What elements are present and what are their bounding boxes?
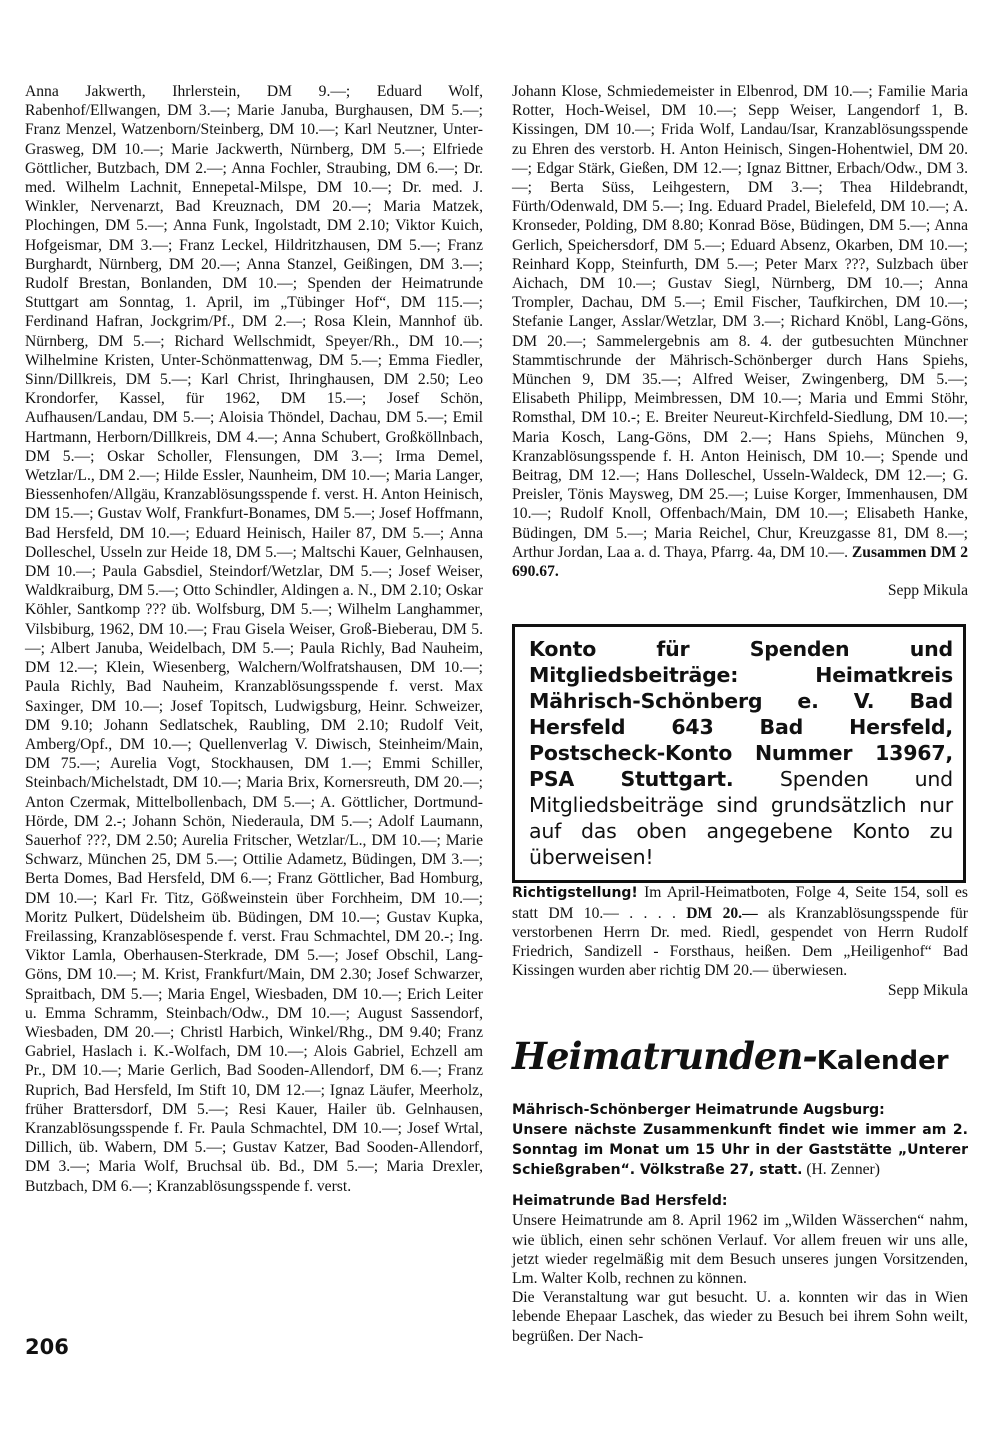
donation-list-right-text: Johann Klose, Schmiedemeister in Elbenrod, DM 10.—; Familie Maria Rotter, Hoch-Weisel, DM 10.—; Sepp Weiser, Langendorf 1, B. Kissingen, DM 10.—; Frida Wolf, Landau/Isar, Kranzablösungsspende zu Ehren des verstorb. H. Anton Heinisch, Singen-Hohentwiel, DM 20.—; Edgar Stärk, Gießen, DM 12.—; Ignaz Bittner, Erbach/Odw., DM 3.—; Berta Süss, Leihgestern, DM 3.—; Thea Hildebrandt, Fürth/Odenwald, DM 5.—; Ing. Eduard Pradel, Bielefeld, DM 10.—; A. Kronseder, Polding, DM 8.80; Konrad Böse, Büdingen, DM 5.—; Anna Gerlich, Speichersdorf, DM 5.—; Eduard Absenz, Okarben, DM 10.—; Reinhard Kopp, Steinfurth, DM 5.—; Peter Marx ???, Sulzbach über Aichach, DM 10.—; Gustav Siegl, Nürnberg, DM 10.—; Anna Trompler, Dachau, DM 5.—; Emil Fischer, Taufkirchen, DM 10.—; Stefanie Langer, Asslar/Wetzlar, DM 3.—; Richard Knöbl, Lang-Göns, DM 20.—; Sammelergebnis am 8. 4. der gutbesuchten Münchner Stammtischrunde der Mährisch-Schönberger durch Hans Spiehs, München 9, DM 35.—; Alfred Weiser, Zwingenberg, DM 5.—; Elisabeth Philipp, Meimbressen, DM 10.—; Maria und Emmi Stöhr, Romsthal, DM 10.-; E. Breiter Neureut-Kirchfeld-Siedlung, DM 10.—; Maria Kosch, Lang-Göns, DM 2.—; Hans Spiehs, München 9, Kranzablösungsspende f. H. Anton Heinisch, DM 10.—; Spende und Beitrag, DM 12.—; Hans Dolleschel, Usseln-Waldeck, DM 12.—; G. Preisler, Tönis Maysweg, DM 25.—; Luise Korger, Immenhausen, DM 10.—; Rudolf Knoll, Offenbach/Main, DM 10.—; Elisabeth Hanke, Büdingen, DM 5.—; Maria Reichel, Chur, Kreuzgasse 81, DM 8.—; Arthur Jordan, Laa a. d. Thaya, Pfarrg. 4a, DM 10.—. — [512, 83, 968, 561]
hersfeld-paragraph-1: Unsere Heimatrunde am 8. April 1962 im „Wilden Wässerchen“ nahm, wie üblich, einen sehr schönen Verlauf. Vor allem freuen wir uns alle, jetzt wieder regelmäßig mit dem Besuch unseres jungen Vorsitzenden, Lm. Walter Kolb, rechnen zu können. — [512, 1212, 968, 1287]
correction-text-2: als Kranzablösungsspende für verstorbenen Herrn Dr. med. Riedl, gespendet von Herrn Rudolf Friedrich, Sandizell - Forsthaus, heißen. Dem „Heiligenhof“ Bad Kissingen wurden aber richtig DM 20.— überwiesen. — [512, 904, 969, 980]
hersfeld-paragraph-2: Die Veranstaltung war gut besucht. U. a. konnten wir das in Wien lebende Ehepaar Laschek, das wieder zu Besuch bei ihrem Sohn weilt, begrüßen. Der Nach- — [512, 1289, 968, 1345]
left-column — [25, 82, 483, 1196]
page-number: 206 — [25, 1335, 69, 1359]
calendar-heading — [512, 1034, 968, 1083]
calendar-heading-main: Heimatrunden- — [512, 1033, 817, 1078]
donation-list-left: Anna Jakwerth, Ihrlerstein, DM 9.—; Eduard Wolf, Rabenhof/Ellwangen, DM 3.—; Marie Januba, Burghausen, DM 5.—; Franz Menzel, Watzenborn/Steinberg, DM 10.—; Karl Neutzner, Unter-Grasweg, DM 10.—; Marie Jackwerth, Nürnberg, DM 5.—; Elfriede Göttlicher, Butzbach, DM 2.—; Anna Fochler, Straubing, DM 6.—; Dr. med. Wilhelm Lachnit, Ennepetal-Milspe, DM 10.—; Dr. med. J. Winkler, Nervenarzt, Bad Kreuznach, DM 20.—; Maria Matzek, Plochingen, DM 5.—; Anna Funk, Ingolstadt, DM 2.10; Viktor Kuich, Hofgeismar, DM 3.—; Franz Leckel, Hildritzhausen, DM 5.—; Franz Burghardt, Nürnberg, DM 20.—; Anna Stanzel, Geißingen, DM 3.—; Rudolf Brestan, Bonlanden, DM 10.—; Spenden der Heimatrunde Stuttgart am Sonntag, 1. April, im „Tübinger Hof“, DM 115.—; Ferdinand Hafran, Jockgrim/Pf., DM 2.—; Rosa Klein, Mannhof üb. Nürnberg, DM 5.—; Richard Wellschmidt, Speyer/Rh., DM 10.—; Wilhelmine Kristen, Unter-Schönmattenwag, DM 5.—; Emma Fiedler, Sinn/Dillkreis, DM 5.—; Karl Christ, Ihringhausen, DM 2.50; Leo Krondorfer, Kassel, für 1962, DM 15.—; Josef Schön, Aufhausen/Landau, DM 5.—; Aloisia Thöndel, Dachau, DM 5.—; Emil Hartmann, Herborn/Dillkreis, DM 4.—; Anna Schubert, Großköllnbach, DM 5.—; Oskar Scholler, Flensungen, DM 3.—; Irma Demel, Wetzlar/L., DM 2.—; Hilde Essler, Naunheim, DM 10.—; Maria Langer, Biessenhofen/Allgäu, Kranzablösungsspende f. verst. H. Anton Heinisch, DM 15.—; Gustav Wolf, Frankfurt-Bonames, DM 5.—; Josef Hoffmann, Bad Hersfeld, DM 10.—; Eduard Heinisch, Hailer 87, DM 5.—; Anna Dolleschel, Usseln zur Heide 18, DM 5.—; Maltschi Kauer, Gelnhausen, DM 10.—; Paula Gabsdiel, Steindorf/Wetzlar, DM 5.—; Josef Weiser, Waldkraiburg, DM 5.—; Otto Schindler, Aldingen a. N., DM 2.10; Oskar Köhler, Santkomp ??? üb. Wolfsburg, DM 5.—; Wilhelm Langhammer, Vilsbiburg, 1962, DM 10.—; Frau Gisela Weiser, Groß-Bieberau, DM 5.—; Albert Januba, Weidelbach, DM 5.—; Paula Richly, Bad Nauheim, DM 12.—; Klein, Wiesenberg, Walchern/Wolfratshausen, DM 10.—; Paula Richly, Bad Nauheim, Kranzablösungsspende f. verst. Max Saxinger, DM 10.—; Josef Topitsch, Ludwigsburg, Heinr. Schweizer, DM 9.10; Johann Sedlatschek, Raubling, DM 2.10; Rudolf Veit, Amberg/Opf., DM 10.—; Quellenverlag V. Diwisch, Steinheim/Main, DM 75.—; Aurelia Vogt, Stockhausen, DM 1.—; Emmi Schiller, Steinbach/Michelstadt, DM 10.—; Maria Brix, Kornersreuth, DM 20.—; Anton Czermak, Mittelbollenbach, DM 5.—; A. Göttlicher, Dortmund-Hörde, DM 2.-; Johann Schön, Niederaula, DM 5.—; Adolf Laumann, Sauerhof ???, DM 2.50; Aurelia Fritscher, Wetzlar/L., DM 10.—; Marie Schwarz, München 25, DM 5.—; Ottilie Adametz, Büdingen, DM 3.—; Berta Domes, Bad Hersfeld, DM 6.—; Franz Göttlicher, Bad Homburg, DM 10.—; Karl Fr. Titz, Gößweinstein über Forchheim, DM 10.—; Moritz Pulkert, Düdelsheim üb. Büdingen, DM 10.—; Gustav Kupka, Freilassing, Kranzablösespende f. verst. Frau Schmachtel, DM 20.-; Ing. Viktor Lamla, Oberhausen-Sterkrade, DM 5.—; Josef Obschil, Lang-Göns, DM 10.—; M. Krist, Frankfurt/Main, DM 2.30; Josef Schwarzer, Spraitbach, DM 5.—; Maria Engel, Wiesbaden, DM 10.—; Erich Leiter u. Emma Schramm, Steinbach/Odw., DM 10.—; August Sassendorf, Wiesbaden, DM 20.—; Christl Harbich, Winkel/Rhg., DM 9.40; Franz Gabriel, Haslach i. K.-Wolfach, DM 10.—; Alois Gabriel, Echzell am Pr., DM 10.—; Marie Gerlich, Bad Sooden-Allendorf, DM 6.—; Franz Ruprich, Bad Hersfeld, Im Stift 10, DM 12.—; Ignaz Läufer, Meerholz, früher Brattersdorf, DM 5.—; Resi Kauer, Hailer üb. Gelnhausen, Kranzablösungsspende f. Fr. Paula Schmachtel, DM 10.—; Josef Wrtal, Dillich, üb. Wabern, DM 5.—; Gustav Katzer, Bad Sooden-Allendorf, DM 3.—; Maria Wolf, Bruchsal üb. Bd., DM 5.—; Maria Drexler, Butzbach, DM 6.—; Kranzablösungsspende f. verst. — [25, 83, 483, 1195]
bank-account-details: Konto für Spenden und Mitgliedsbeiträge: Heimatkreis Mährisch-Schönberg e. V. Bad Hersfeld 643 Bad Hersfeld, Postscheck-Konto Nummer 13967, PSA Stuttgart. — [529, 637, 953, 792]
augsburg-notice-bold: Unsere nächste Zusammenkunft findet wie immer am 2. Sonntag im Monat um 15 Uhr in der Gaststätte „Unterer Schießgraben“. Völkstraße 27, statt. — [512, 1121, 968, 1179]
calendar-heading-suffix: Kalender — [816, 1045, 949, 1076]
augsburg-notice-author: (H. Zenner) — [806, 1161, 880, 1179]
bank-account-notice: Spenden und Mitgliedsbeiträge sind grundsätzlich nur auf das oben angegebene Konto zu überweisen! — [529, 767, 953, 870]
augsburg-notice — [512, 1120, 968, 1181]
right-column — [512, 82, 968, 1346]
donation-total: Zusammen DM 2 690.67. — [512, 543, 968, 581]
signature-mikula-1: Sepp Mikula — [887, 582, 968, 600]
correction-amount: DM 20.— — [686, 904, 758, 922]
correction-notice — [512, 883, 968, 980]
hersfeld-heading: Heimatrunde Bad Hersfeld: — [512, 1193, 728, 1210]
correction-text-1: Im April-Heimatboten, Folge 4, Seite 154, soll es statt DM 10.— . . . . — [512, 884, 968, 922]
bank-account-box — [512, 624, 966, 883]
signature-mikula-2: Sepp Mikula — [887, 981, 968, 999]
correction-label: Richtigstellung! — [512, 885, 638, 902]
augsburg-heading: Mährisch-Schönberger Heimatrunde Augsburg: — [512, 1101, 885, 1118]
donation-list-right — [512, 82, 968, 581]
